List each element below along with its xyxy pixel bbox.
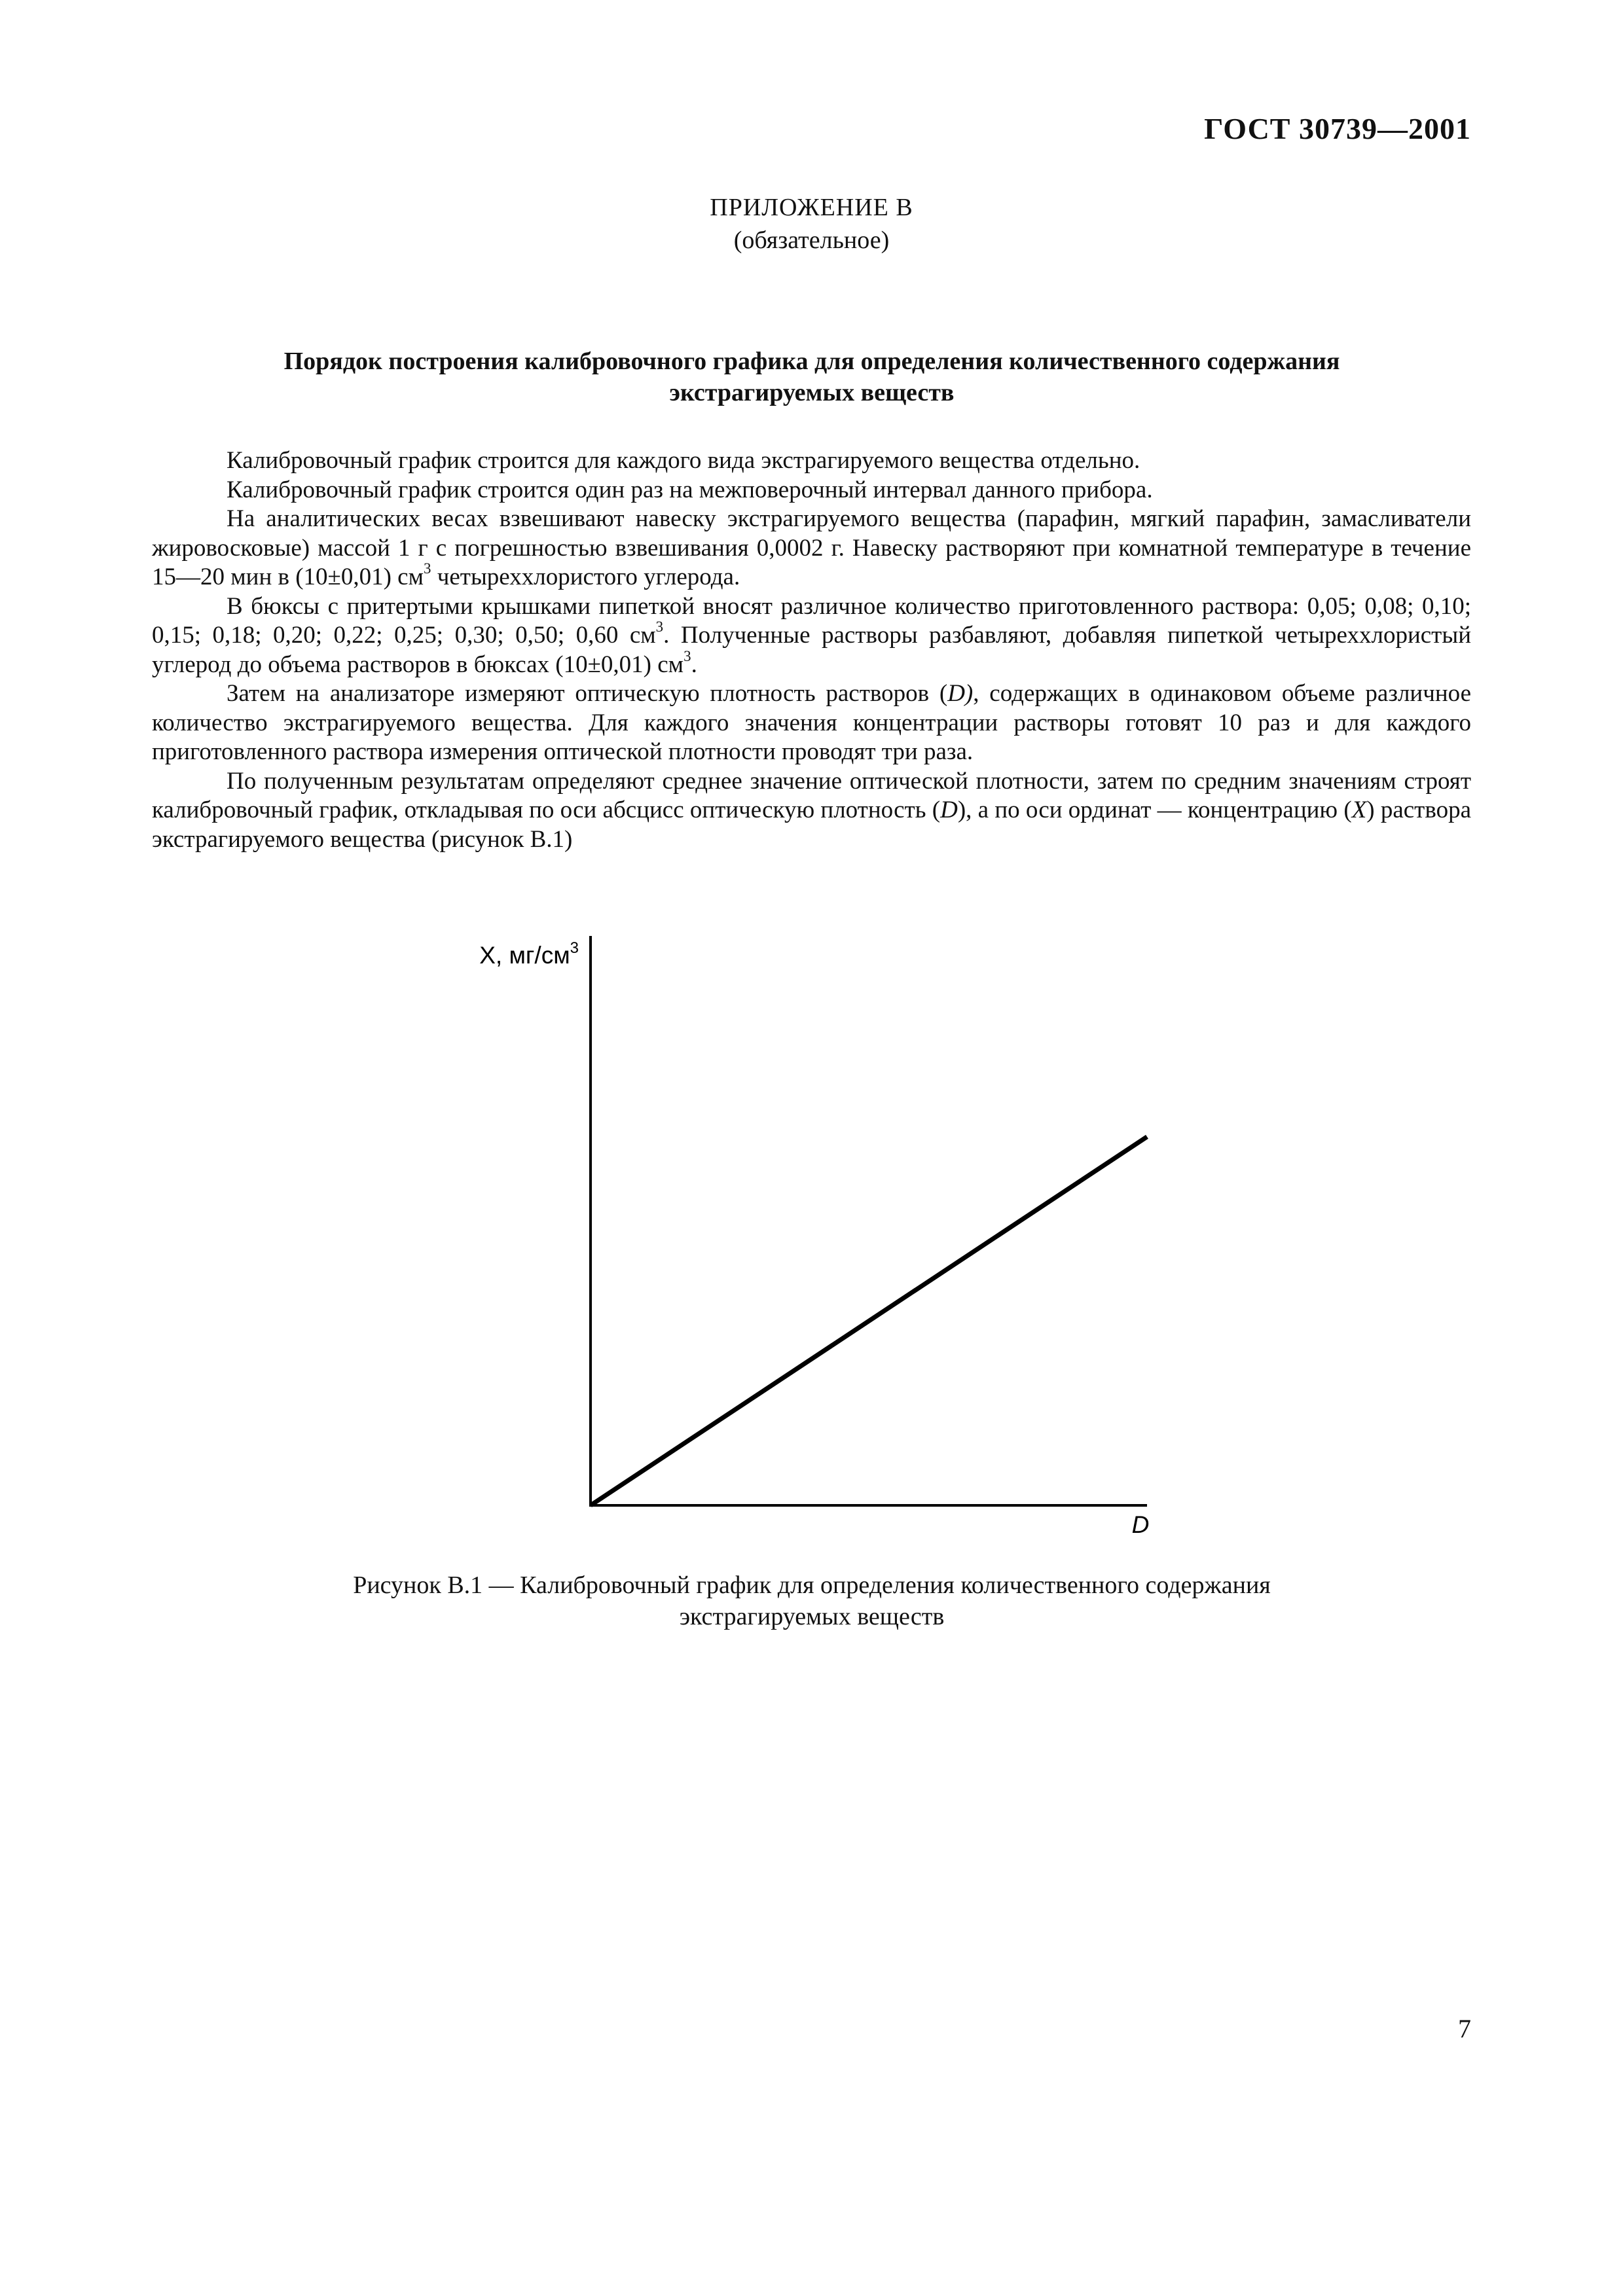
section-heading — [196, 346, 1427, 408]
paragraph-6-text: По полученным результатам определяют среднее значение оптической плотности, затем по средним значениям строят калибровочный график, откладывая по оси абсцисс оптическую плотность ( — [152, 767, 1471, 823]
paragraph-6-middle: ), а по оси ординат — концентрацию ( — [957, 797, 1352, 823]
paragraph-3 — [152, 505, 1471, 592]
y-axis-label — [479, 939, 579, 969]
page-number: 7 — [1458, 2014, 1471, 2043]
paragraph-5 — [152, 679, 1471, 767]
paragraph-5-tail: , содержащих в одинаковом объеме различное количество экстрагируемого вещества. Для каждого значения концентрации растворы готовят 10 раз и для каждого приготовленного раствора измерения оптической плотности проводят три раза. — [152, 680, 1471, 765]
paragraph-4-text: В бюксы с притертыми крышками пипеткой вносят различное количество приготовленного раствора: 0,05; 0,08; 0,10; 0,15; 0,18; 0,20; 0,22; 0,25; 0,30; 0,50; 0,60 см — [152, 592, 1471, 649]
paragraph-5-text: Затем на анализаторе измеряют оптическую плотность растворов ( — [227, 680, 948, 707]
heading-line-1: Порядок построения калибровочного графика для определения количественного содержания — [283, 348, 1340, 375]
y-axis-label-text: X, мг/см — [479, 942, 570, 969]
appendix-header — [0, 191, 1623, 257]
paragraph-3-tail: четыреххлористого углерода. — [431, 564, 740, 590]
paragraph-4-middle: . Полученные растворы разбавляют, добавляя пипеткой четыреххлористый углерод до объема растворов в бюксах (10±0,01) см — [152, 622, 1471, 678]
paragraph-3-text: На аналитических весах взвешивают навеску экстрагируемого вещества (парафин, мягкий парафин, замасливатели жировосковые) массой 1 г с погрешностью взвешивания 0,0002 г. Навеску растворяют при комнатной температуре в течение 15—20 мин в (10±0,01) см — [152, 505, 1471, 590]
calibration-chart — [458, 936, 1178, 1551]
paragraph-6-tail: ) раствора экстрагируемого вещества (рисунок В.1) — [152, 797, 1471, 853]
paragraph-6-symbol-x: X — [1351, 797, 1367, 823]
series-group — [591, 1137, 1147, 1505]
body-text — [152, 446, 1471, 854]
document-id: ГОСТ 30739—2001 — [1204, 112, 1471, 145]
paragraph-4-tail: . — [691, 651, 697, 678]
figure-caption-line-2: экстрагируемых веществ — [679, 1603, 945, 1630]
paragraph-1: Калибровочный график строится для каждого вида экстрагируемого вещества отдельно. — [227, 447, 1140, 474]
y-axis-label-superscript: 3 — [570, 939, 579, 957]
paragraph-6 — [152, 767, 1471, 855]
series-line-calibration — [591, 1137, 1147, 1505]
appendix-status: (обязательное) — [733, 226, 890, 254]
paragraph-4-superscript-2: 3 — [684, 647, 691, 664]
paragraph-5-symbol-d: D) — [947, 680, 974, 707]
paragraph-4 — [152, 592, 1471, 680]
figure-caption-line-1: Рисунок В.1 — Калибровочный график для определения количественного содержания — [353, 1571, 1271, 1599]
paragraph-6-symbol-d: D — [940, 797, 958, 823]
paragraph-2: Калибровочный график строится один раз на межповерочный интервал данного прибора. — [227, 476, 1153, 503]
appendix-title: ПРИЛОЖЕНИЕ В — [710, 194, 913, 221]
figure-caption — [196, 1570, 1427, 1632]
heading-line-2: экстрагируемых веществ — [669, 379, 955, 406]
paragraph-4-superscript: 3 — [655, 618, 664, 635]
paragraph-3-superscript: 3 — [424, 560, 431, 577]
chart-svg — [458, 936, 1178, 1551]
x-axis-label: D — [1131, 1511, 1150, 1538]
